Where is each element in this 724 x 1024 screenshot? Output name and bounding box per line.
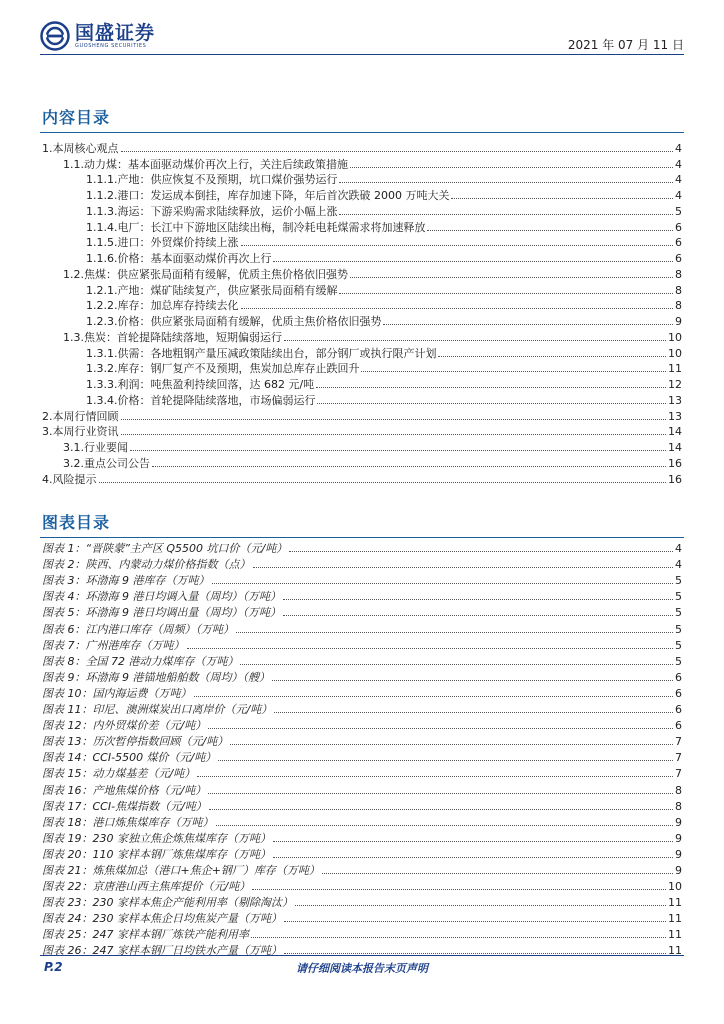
toc-entry[interactable] bbox=[42, 281, 682, 297]
contents-divider bbox=[40, 132, 684, 133]
toc-entry-title: 1.1.6.价格：基本面驱动煤价再次上行 bbox=[86, 252, 272, 265]
toc-entry-page: 5 bbox=[675, 204, 682, 218]
toc-dot-leader bbox=[339, 182, 673, 183]
toc-entry-page: 8 bbox=[675, 267, 682, 281]
toc-entry-title: 图表 1：“晋陕蒙”主产区 Q5500 坑口价（元/吨） bbox=[42, 542, 288, 556]
toc-entry-page: 8 bbox=[675, 799, 682, 813]
toc-dot-leader bbox=[253, 567, 674, 568]
company-logo bbox=[40, 21, 155, 51]
toc-entry-page: 9 bbox=[675, 815, 682, 829]
toc-entry-page: 8 bbox=[675, 283, 682, 297]
toc-entry[interactable] bbox=[42, 265, 682, 281]
toc-dot-leader bbox=[230, 744, 673, 745]
toc-dot-leader bbox=[339, 293, 673, 294]
toc-dot-leader bbox=[121, 151, 674, 152]
toc-entry-page: 6 bbox=[675, 236, 682, 250]
toc-entry-page: 6 bbox=[675, 670, 682, 684]
toc-entry-page: 6 bbox=[675, 719, 682, 733]
toc-dot-leader bbox=[339, 214, 673, 215]
toc-entry-page: 9 bbox=[675, 847, 682, 861]
toc-entry-title: 1.1.3.海运：下游采购需求陆续释放，运价小幅上涨 bbox=[86, 204, 338, 218]
toc-entry-page: 14 bbox=[668, 441, 682, 454]
toc-entry[interactable] bbox=[42, 438, 682, 454]
toc-entry-title: 3.1.行业要闻 bbox=[63, 441, 128, 454]
toc-entry-title: 3.本周行业资讯 bbox=[42, 425, 119, 439]
toc-entry[interactable] bbox=[42, 861, 682, 877]
toc-entry[interactable] bbox=[42, 407, 682, 423]
toc-entry-page: 6 bbox=[675, 686, 682, 700]
toc-entry-title: 图表 15：动力煤基差（元/吨） bbox=[42, 767, 196, 781]
toc-entry-page: 5 bbox=[675, 654, 682, 668]
header-divider bbox=[40, 54, 684, 55]
figures-title: 图表目录 bbox=[42, 513, 111, 532]
toc-entry[interactable] bbox=[42, 218, 682, 234]
toc-entry-title: 1.3.1.供需：各地粗钢产量压减政策陆续出台，部分钢厂或执行限产计划 bbox=[86, 346, 437, 360]
toc-dot-leader bbox=[273, 261, 673, 262]
toc-entry[interactable] bbox=[42, 764, 682, 780]
toc-entry-page: 7 bbox=[675, 751, 682, 765]
toc-dot-leader bbox=[273, 857, 673, 858]
toc-dot-leader bbox=[251, 937, 666, 938]
toc-entry-title: 图表 9：环渤海 9 港锚地船舶数（周均）（艘） bbox=[42, 670, 270, 684]
contents-title: 内容目录 bbox=[42, 108, 111, 127]
toc-entry[interactable] bbox=[42, 748, 682, 764]
toc-entry-title: 图表 11：印尼、澳洲煤炭出口离岸价（元/吨） bbox=[42, 703, 273, 717]
toc-entry-page: 10 bbox=[668, 330, 682, 344]
toc-entry-page: 12 bbox=[668, 378, 682, 391]
toc-entry-title: 图表 14：CCI-5500 煤价（元/吨） bbox=[42, 751, 217, 765]
toc-entry-page: 9 bbox=[675, 863, 682, 877]
toc-entry-page: 11 bbox=[668, 362, 682, 376]
toc-entry[interactable] bbox=[42, 360, 682, 376]
toc-dot-leader bbox=[350, 277, 673, 278]
toc-entry-title: 图表 6：江内港口库存（周频）（万吨） bbox=[42, 622, 234, 636]
toc-entry-page: 13 bbox=[668, 409, 682, 423]
toc-entry[interactable] bbox=[42, 845, 682, 861]
toc-entry[interactable] bbox=[42, 797, 682, 813]
toc-entry-title: 图表 23：230 家样本焦企产能利用率（剔除淘汰） bbox=[42, 896, 293, 910]
toc-entry-title: 图表 24：230 家样本焦企日均焦炭产量（万吨） bbox=[42, 912, 282, 926]
toc-entry-title: 1.本周核心观点 bbox=[42, 141, 119, 155]
toc-entry[interactable] bbox=[42, 652, 682, 668]
toc-dot-leader bbox=[121, 419, 667, 420]
toc-entry-page: 4 bbox=[675, 542, 682, 556]
toc-entry-title: 1.1.动力煤：基本面驱动煤价再次上行，关注后续政策措施 bbox=[63, 157, 348, 171]
toc-dot-leader bbox=[241, 245, 674, 246]
toc-entry-page: 11 bbox=[668, 912, 682, 926]
toc-entry-title: 图表 13：历次暂停指数回顾（元/吨） bbox=[42, 735, 229, 749]
toc-entry-page: 5 bbox=[675, 606, 682, 620]
toc-entry-title: 1.1.2.港口：发运成本倒挂，库存加速下降，年后首次跌破 2000 万吨大关 bbox=[86, 189, 450, 202]
toc-entry-page: 11 bbox=[668, 944, 682, 958]
figures-divider bbox=[40, 537, 684, 538]
toc-entry-page: 4 bbox=[675, 558, 682, 572]
toc-entry-title: 1.1.4.电厂：长江中下游地区陆续出梅，制冷耗电耗煤需求将加速释放 bbox=[86, 220, 426, 234]
toc-entry-title: 图表 2：陕西、内蒙动力煤价格指数（点） bbox=[42, 558, 251, 572]
toc-entry-title: 图表 4：环渤海 9 港日均调入量（周均）（万吨） bbox=[42, 590, 281, 604]
toc-entry-page: 16 bbox=[668, 456, 682, 470]
toc-entry[interactable] bbox=[42, 171, 682, 187]
toc-entry-title: 1.3.焦炭：首轮提降陆续落地，短期偏弱运行 bbox=[63, 330, 282, 344]
toc-entry[interactable] bbox=[42, 344, 682, 360]
toc-dot-leader bbox=[350, 167, 673, 168]
toc-entry[interactable] bbox=[42, 470, 682, 486]
report-date: 2021 年 07 月 11 日 bbox=[567, 38, 684, 52]
toc-entry-page: 4 bbox=[675, 157, 682, 171]
toc-entry-page: 9 bbox=[675, 831, 682, 845]
toc-entry[interactable] bbox=[42, 668, 682, 684]
toc-dot-leader bbox=[289, 551, 673, 552]
toc-entry[interactable] bbox=[42, 700, 682, 716]
toc-dot-leader bbox=[427, 230, 673, 231]
toc-entry-title: 2.本周行情回顾 bbox=[42, 409, 119, 423]
toc-dot-leader bbox=[241, 308, 674, 309]
toc-dot-leader bbox=[317, 403, 666, 404]
toc-entry[interactable] bbox=[42, 925, 682, 941]
toc-entry[interactable] bbox=[42, 297, 682, 313]
toc-entry-title: 图表 20：110 家样本钢厂炼焦煤库存（万吨） bbox=[42, 847, 271, 861]
toc-entry-title: 图表 12：内外贸煤价差（元/吨） bbox=[42, 719, 207, 733]
toc-dot-leader bbox=[383, 324, 673, 325]
toc-dot-leader bbox=[272, 680, 673, 681]
toc-dot-leader bbox=[274, 712, 673, 713]
toc-dot-leader bbox=[273, 841, 673, 842]
toc-entry[interactable] bbox=[42, 619, 682, 635]
toc-entry-title: 3.2.重点公司公告 bbox=[63, 456, 150, 470]
toc-entry[interactable] bbox=[42, 893, 682, 909]
toc-entry[interactable] bbox=[42, 716, 682, 732]
toc-entry-page: 13 bbox=[668, 393, 682, 407]
toc-entry[interactable] bbox=[42, 555, 682, 571]
toc-dot-leader bbox=[451, 198, 673, 199]
toc-entry-page: 6 bbox=[675, 252, 682, 265]
contents-list bbox=[42, 139, 682, 486]
toc-dot-leader bbox=[252, 889, 666, 890]
toc-entry[interactable] bbox=[42, 603, 682, 619]
toc-dot-leader bbox=[152, 466, 666, 467]
toc-dot-leader bbox=[284, 340, 666, 341]
footer-disclaimer: 请仔细阅读本报告末页声明 bbox=[296, 962, 428, 975]
toc-entry-page: 16 bbox=[668, 472, 682, 486]
toc-entry-page: 11 bbox=[668, 928, 682, 942]
toc-entry-page: 7 bbox=[675, 735, 682, 749]
toc-entry[interactable] bbox=[42, 813, 682, 829]
toc-entry[interactable] bbox=[42, 780, 682, 796]
toc-dot-leader bbox=[218, 760, 673, 761]
toc-entry[interactable] bbox=[42, 636, 682, 652]
toc-dot-leader bbox=[197, 776, 673, 777]
toc-entry-title: 图表 26：247 家样本钢厂日均铁水产量（万吨） bbox=[42, 944, 282, 958]
toc-entry[interactable] bbox=[42, 234, 682, 250]
footer-divider bbox=[40, 955, 684, 956]
guosheng-logo-icon bbox=[40, 21, 70, 51]
toc-entry-page: 10 bbox=[668, 346, 682, 360]
toc-dot-leader bbox=[216, 825, 674, 826]
toc-entry[interactable] bbox=[42, 423, 682, 439]
toc-entry-title: 4.风险提示 bbox=[42, 472, 97, 486]
toc-dot-leader bbox=[212, 583, 674, 584]
toc-entry[interactable] bbox=[42, 587, 682, 603]
toc-entry[interactable] bbox=[42, 328, 682, 344]
toc-entry-page: 5 bbox=[675, 590, 682, 604]
toc-dot-leader bbox=[236, 632, 673, 633]
toc-dot-leader bbox=[208, 728, 673, 729]
toc-dot-leader bbox=[322, 873, 673, 874]
toc-entry-title: 图表 5：环渤海 9 港日均调出量（周均）（万吨） bbox=[42, 606, 281, 620]
toc-entry[interactable] bbox=[42, 732, 682, 748]
toc-dot-leader bbox=[209, 809, 673, 810]
toc-dot-leader bbox=[284, 921, 666, 922]
toc-dot-leader bbox=[283, 599, 673, 600]
toc-dot-leader bbox=[130, 450, 666, 451]
toc-entry-title: 1.3.4.价格：首轮提降陆续落地，市场偏弱运行 bbox=[86, 393, 316, 407]
toc-dot-leader bbox=[99, 482, 667, 483]
toc-dot-leader bbox=[208, 793, 673, 794]
toc-entry-page: 4 bbox=[675, 189, 682, 202]
toc-dot-leader bbox=[194, 696, 674, 697]
toc-entry-page: 8 bbox=[675, 299, 682, 313]
toc-entry-page: 4 bbox=[675, 173, 682, 187]
toc-entry-title: 图表 16：产地焦煤价格（元/吨） bbox=[42, 783, 207, 797]
toc-entry-page: 5 bbox=[675, 574, 682, 588]
toc-entry-page: 6 bbox=[675, 703, 682, 717]
toc-entry-title: 1.2.3.价格：供应紧张局面稍有缓解，优质主焦价格依旧强势 bbox=[86, 315, 382, 328]
toc-dot-leader bbox=[121, 434, 667, 435]
toc-entry-title: 1.2.焦煤：供应紧张局面稍有缓解，优质主焦价格依旧强势 bbox=[63, 267, 348, 281]
toc-entry[interactable] bbox=[42, 155, 682, 171]
toc-entry-page: 4 bbox=[675, 141, 682, 155]
toc-entry-title: 图表 7：广州港库存（万吨） bbox=[42, 638, 185, 652]
toc-entry-title: 1.1.1.产地：供应恢复不及预期，坑口煤价强势运行 bbox=[86, 173, 338, 187]
toc-dot-leader bbox=[438, 356, 666, 357]
toc-entry-title: 图表 25：247 家样本钢厂炼铁产能利用率 bbox=[42, 928, 249, 942]
toc-dot-leader bbox=[316, 387, 666, 388]
toc-entry[interactable] bbox=[42, 202, 682, 218]
toc-entry[interactable] bbox=[42, 877, 682, 893]
toc-entry-title: 图表 17：CCI-焦煤指数（元/吨） bbox=[42, 799, 207, 813]
toc-entry[interactable] bbox=[42, 571, 682, 587]
toc-entry-title: 图表 10：国内海运费（万吨） bbox=[42, 686, 192, 700]
toc-entry-title: 1.2.1.产地：煤矿陆续复产，供应紧张局面稍有缓解 bbox=[86, 283, 338, 297]
toc-entry-page: 5 bbox=[675, 622, 682, 636]
logo-english-name: GUOSHENG SECURITIES bbox=[75, 42, 147, 49]
toc-entry[interactable] bbox=[42, 909, 682, 925]
toc-entry-title: 图表 21：炼焦煤加总（港口+焦企+钢厂）库存（万吨） bbox=[42, 863, 320, 877]
toc-dot-leader bbox=[295, 905, 666, 906]
toc-entry-title: 图表 19：230 家独立焦企炼焦煤库存（万吨） bbox=[42, 831, 271, 845]
toc-entry[interactable] bbox=[42, 829, 682, 845]
toc-entry-title: 1.3.2.库存：钢厂复产不及预期，焦炭加总库存止跌回升 bbox=[86, 362, 360, 376]
page-header bbox=[0, 0, 724, 70]
toc-entry[interactable] bbox=[42, 454, 682, 470]
toc-entry-title: 图表 8：全国 72 港动力煤库存（万吨） bbox=[42, 654, 239, 668]
toc-entry-page: 7 bbox=[675, 767, 682, 781]
toc-entry-title: 1.3.3.利润：吨焦盈利持续回落，达 682 元/吨 bbox=[86, 378, 315, 391]
toc-entry-page: 8 bbox=[675, 783, 682, 797]
toc-entry-page: 10 bbox=[668, 880, 682, 894]
toc-entry[interactable] bbox=[42, 684, 682, 700]
toc-entry[interactable] bbox=[42, 312, 682, 328]
toc-entry-title: 图表 18：港口炼焦煤库存（万吨） bbox=[42, 815, 214, 829]
logo-chinese-name: 国盛证券 bbox=[75, 21, 156, 44]
toc-entry[interactable] bbox=[42, 375, 682, 391]
toc-entry-page: 11 bbox=[668, 896, 682, 910]
toc-entry-page: 9 bbox=[675, 315, 682, 328]
toc-entry-title: 1.1.5.进口：外贸煤价持续上涨 bbox=[86, 236, 239, 250]
toc-dot-leader bbox=[283, 615, 673, 616]
toc-entry-title: 图表 22：京唐港山西主焦库提价（元/吨） bbox=[42, 880, 251, 894]
toc-dot-leader bbox=[187, 648, 674, 649]
toc-entry[interactable] bbox=[42, 539, 682, 555]
toc-entry[interactable] bbox=[42, 249, 682, 265]
toc-entry-title: 图表 3：环渤海 9 港库存（万吨） bbox=[42, 574, 210, 588]
toc-entry[interactable] bbox=[42, 139, 682, 155]
toc-entry-page: 14 bbox=[668, 425, 682, 439]
page-number: P.2 bbox=[44, 960, 63, 974]
toc-entry[interactable] bbox=[42, 186, 682, 202]
figures-list bbox=[42, 539, 682, 957]
toc-entry-page: 5 bbox=[675, 638, 682, 652]
toc-dot-leader bbox=[361, 371, 666, 372]
toc-dot-leader bbox=[240, 664, 673, 665]
toc-entry[interactable] bbox=[42, 391, 682, 407]
toc-entry-page: 6 bbox=[675, 220, 682, 234]
toc-entry-title: 1.2.2.库存：加总库存持续去化 bbox=[86, 299, 239, 313]
